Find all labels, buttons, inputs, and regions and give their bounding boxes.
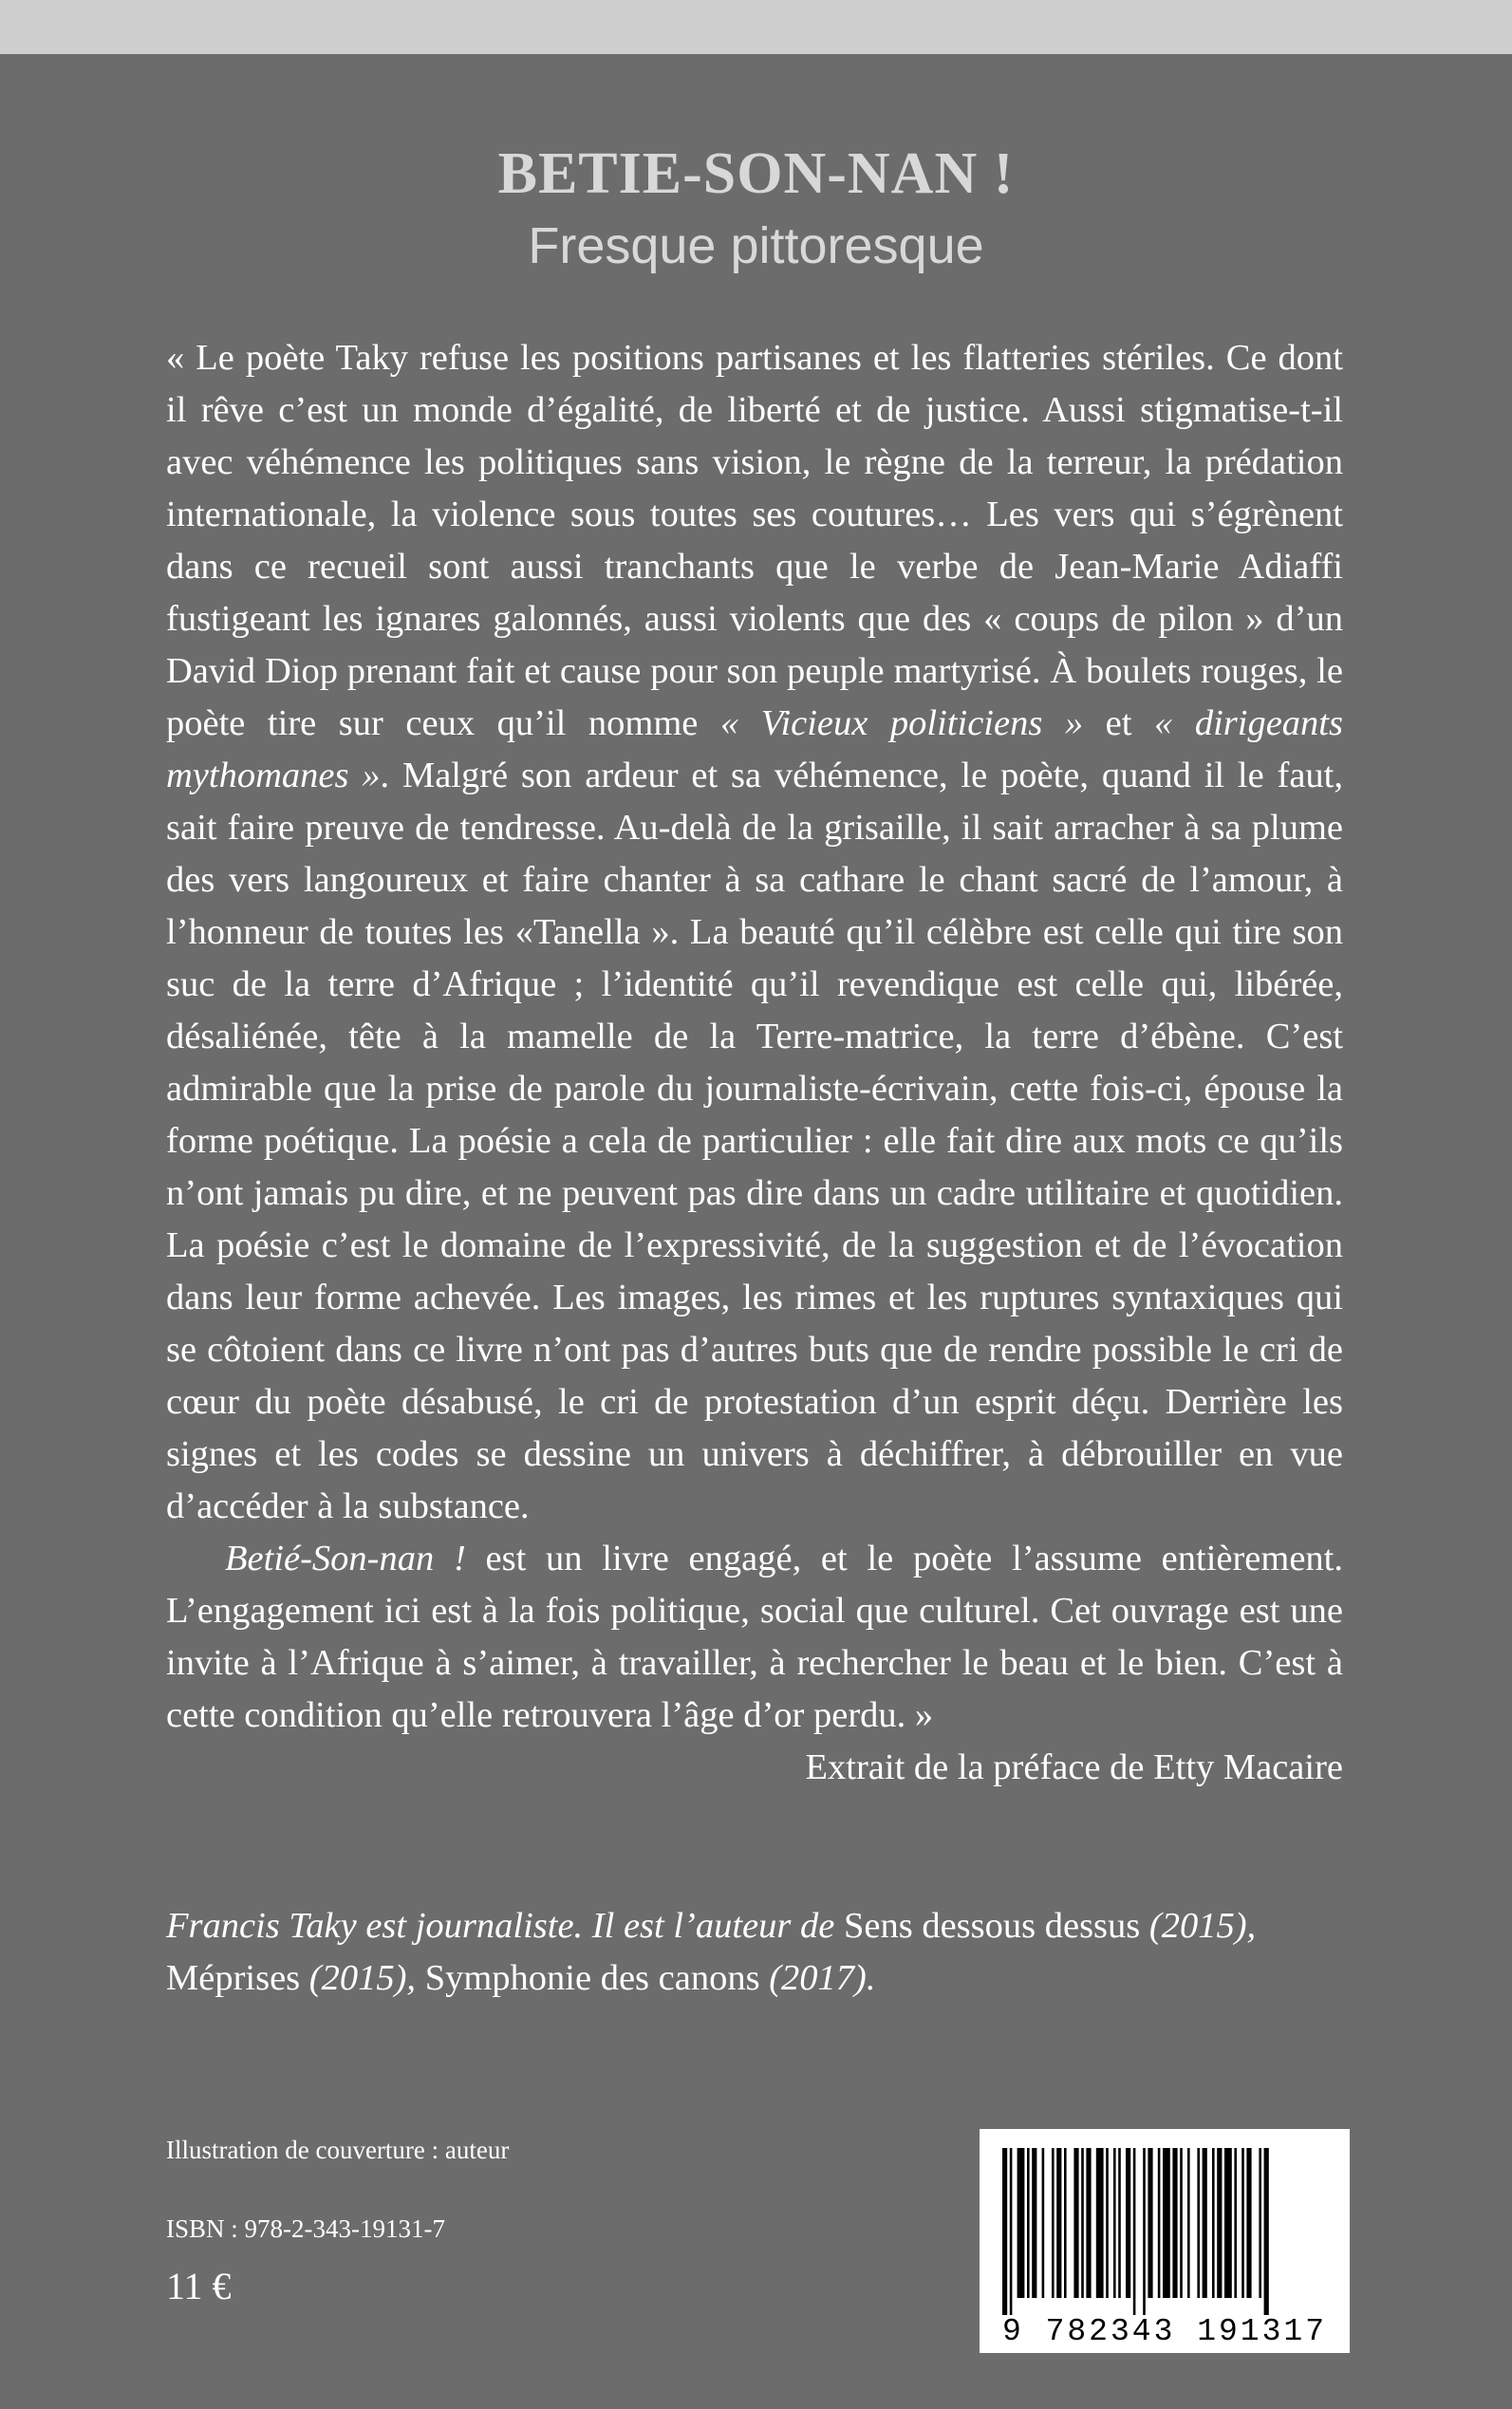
barcode-bar <box>1002 2148 1007 2315</box>
isbn: ISBN : 978-2-343-19131-7 <box>166 2214 445 2243</box>
barcode <box>980 2129 1350 2353</box>
barcode-bar <box>1073 2148 1078 2298</box>
barcode-bar <box>1052 2148 1055 2298</box>
barcode-bar <box>1113 2148 1116 2298</box>
preface-attribution: Extrait de la préface de Etty Macaire <box>805 1747 1343 1787</box>
barcode-bar <box>1118 2148 1121 2298</box>
book-subtitle: Fresque pittoresque <box>528 217 984 274</box>
barcode-bar <box>1203 2148 1207 2298</box>
cover-illustration-credit: Illustration de couverture : auteur <box>166 2136 510 2164</box>
barcode-bar <box>1126 2148 1130 2298</box>
author-bio: Francis Taky est journaliste. Il est l’auteur de Sens dessous dessus (2015), Méprises (2015), Symphonie des canons (2017). <box>166 1906 1257 1998</box>
barcode-bar <box>1241 2148 1244 2298</box>
barcode-bar <box>1056 2148 1061 2298</box>
barcode-bar <box>1163 2148 1170 2298</box>
barcode-bar <box>1264 2148 1269 2315</box>
preface-paragraph-1: « Le poète Taky refuse les positions partisanes et les flatteries stériles. Ce dont il rêve c’est un monde d’égalité, de liberté et de justice. Aussi stigmatise-t-il avec véhémence les politiques sans vision, le règne de la terreur, la prédation internationale, la violence sous toutes ses coutures… Les vers qui s’égrènent dans ce recueil sont aussi tranchants que le verbe de Jean-Marie Adiaffi fustigeant les ignares galonnés, aussi violents que des « coups de pilon » d’un David Diop prenant fait et cause pour son peuple martyrisé. À boulets rouges, le poète tire sur ceux qu’il nomme « Vicieux politiciens » et « dirigeants mythomanes ». Malgré son ardeur et sa véhémence, le poète, quand il le faut, sait faire preuve de tendresse. Au-delà de la grisaille, il sait arracher à sa plume des vers langoureux et faire chanter à sa cathare le chant sacré de l’amour, à l’honneur de toutes les «Tanella ». La beauté qu’il célèbre est celle qui tire son suc de la terre d’Afrique ; l’identité qu’il revendique est celle qui, libérée, désaliénée, tête à la mamelle de la Terre-matrice, la terre d’ébène. C’est admirable que la prise de parole du journaliste-écrivain, cette fois-ci, épouse la forme poétique. La poésie a cela de particulier : elle fait dire aux mots ce qu’ils n’ont jamais pu dire, et ne peuvent pas dire dans un cadre utilitaire et quotidien. La poésie c’est le domaine de l’expressivité, de la suggestion et de l’évocation dans leur forme achevée. Les images, les rimes et les ruptures syntaxiques qui se côtoient dans ce livre n’ont pas d’autres buts que de rendre possible le cri de cœur du poète désabusé, le cri de protestation d’un esprit déçu. Derrière les signes et les codes se dessine un univers à déchiffrer, à débrouiller en vue d’accéder à la substance. <box>166 338 1344 1526</box>
barcode-bar <box>1027 2148 1030 2298</box>
barcode-bar <box>1158 2148 1161 2298</box>
barcode-bar <box>1017 2148 1025 2298</box>
barcode-bar <box>1106 2148 1109 2298</box>
barcode-bar <box>1096 2148 1104 2298</box>
barcode-bar <box>1212 2148 1215 2298</box>
barcode-bar <box>1259 2148 1261 2298</box>
barcode-bar <box>1246 2148 1251 2298</box>
barcode-bar <box>1148 2148 1152 2298</box>
barcode-bar <box>1187 2148 1190 2298</box>
barcode-bar <box>1086 2148 1091 2298</box>
barcode-bar <box>1180 2148 1183 2298</box>
barcode-bar <box>1032 2148 1036 2298</box>
barcode-bar <box>1143 2148 1146 2315</box>
preface-excerpt <box>166 332 1343 1794</box>
barcode-bar <box>1081 2148 1084 2298</box>
barcode-bar <box>1172 2148 1177 2298</box>
barcode-bar <box>1217 2148 1222 2298</box>
top-strip <box>0 0 1512 54</box>
barcode-bar <box>1234 2148 1237 2298</box>
barcode-bar <box>1133 2148 1136 2315</box>
price: 11 € <box>166 2265 232 2307</box>
book-title: BETIE-SON-NAN ! <box>497 141 1015 206</box>
barcode-bar <box>1064 2148 1067 2298</box>
barcode-bar <box>1042 2148 1045 2298</box>
barcode-digits: 9 782343 191317 <box>1001 2314 1328 2349</box>
barcode-bar <box>1224 2148 1232 2298</box>
barcode-bar <box>1197 2148 1200 2298</box>
preface-paragraph-2: Betié-Son-nan ! est un livre engagé, et le poète l’assume entièrement. L’engagement ici est à la fois politique, social que culturel. Cet ouvrage est une invite à l’Afrique à s’aimer, à travailler, à rechercher le beau et le bien. C’est à cette condition qu’elle retrouvera l’âge d’or perdu. » <box>166 1539 1343 1735</box>
barcode-bar <box>1010 2148 1013 2315</box>
